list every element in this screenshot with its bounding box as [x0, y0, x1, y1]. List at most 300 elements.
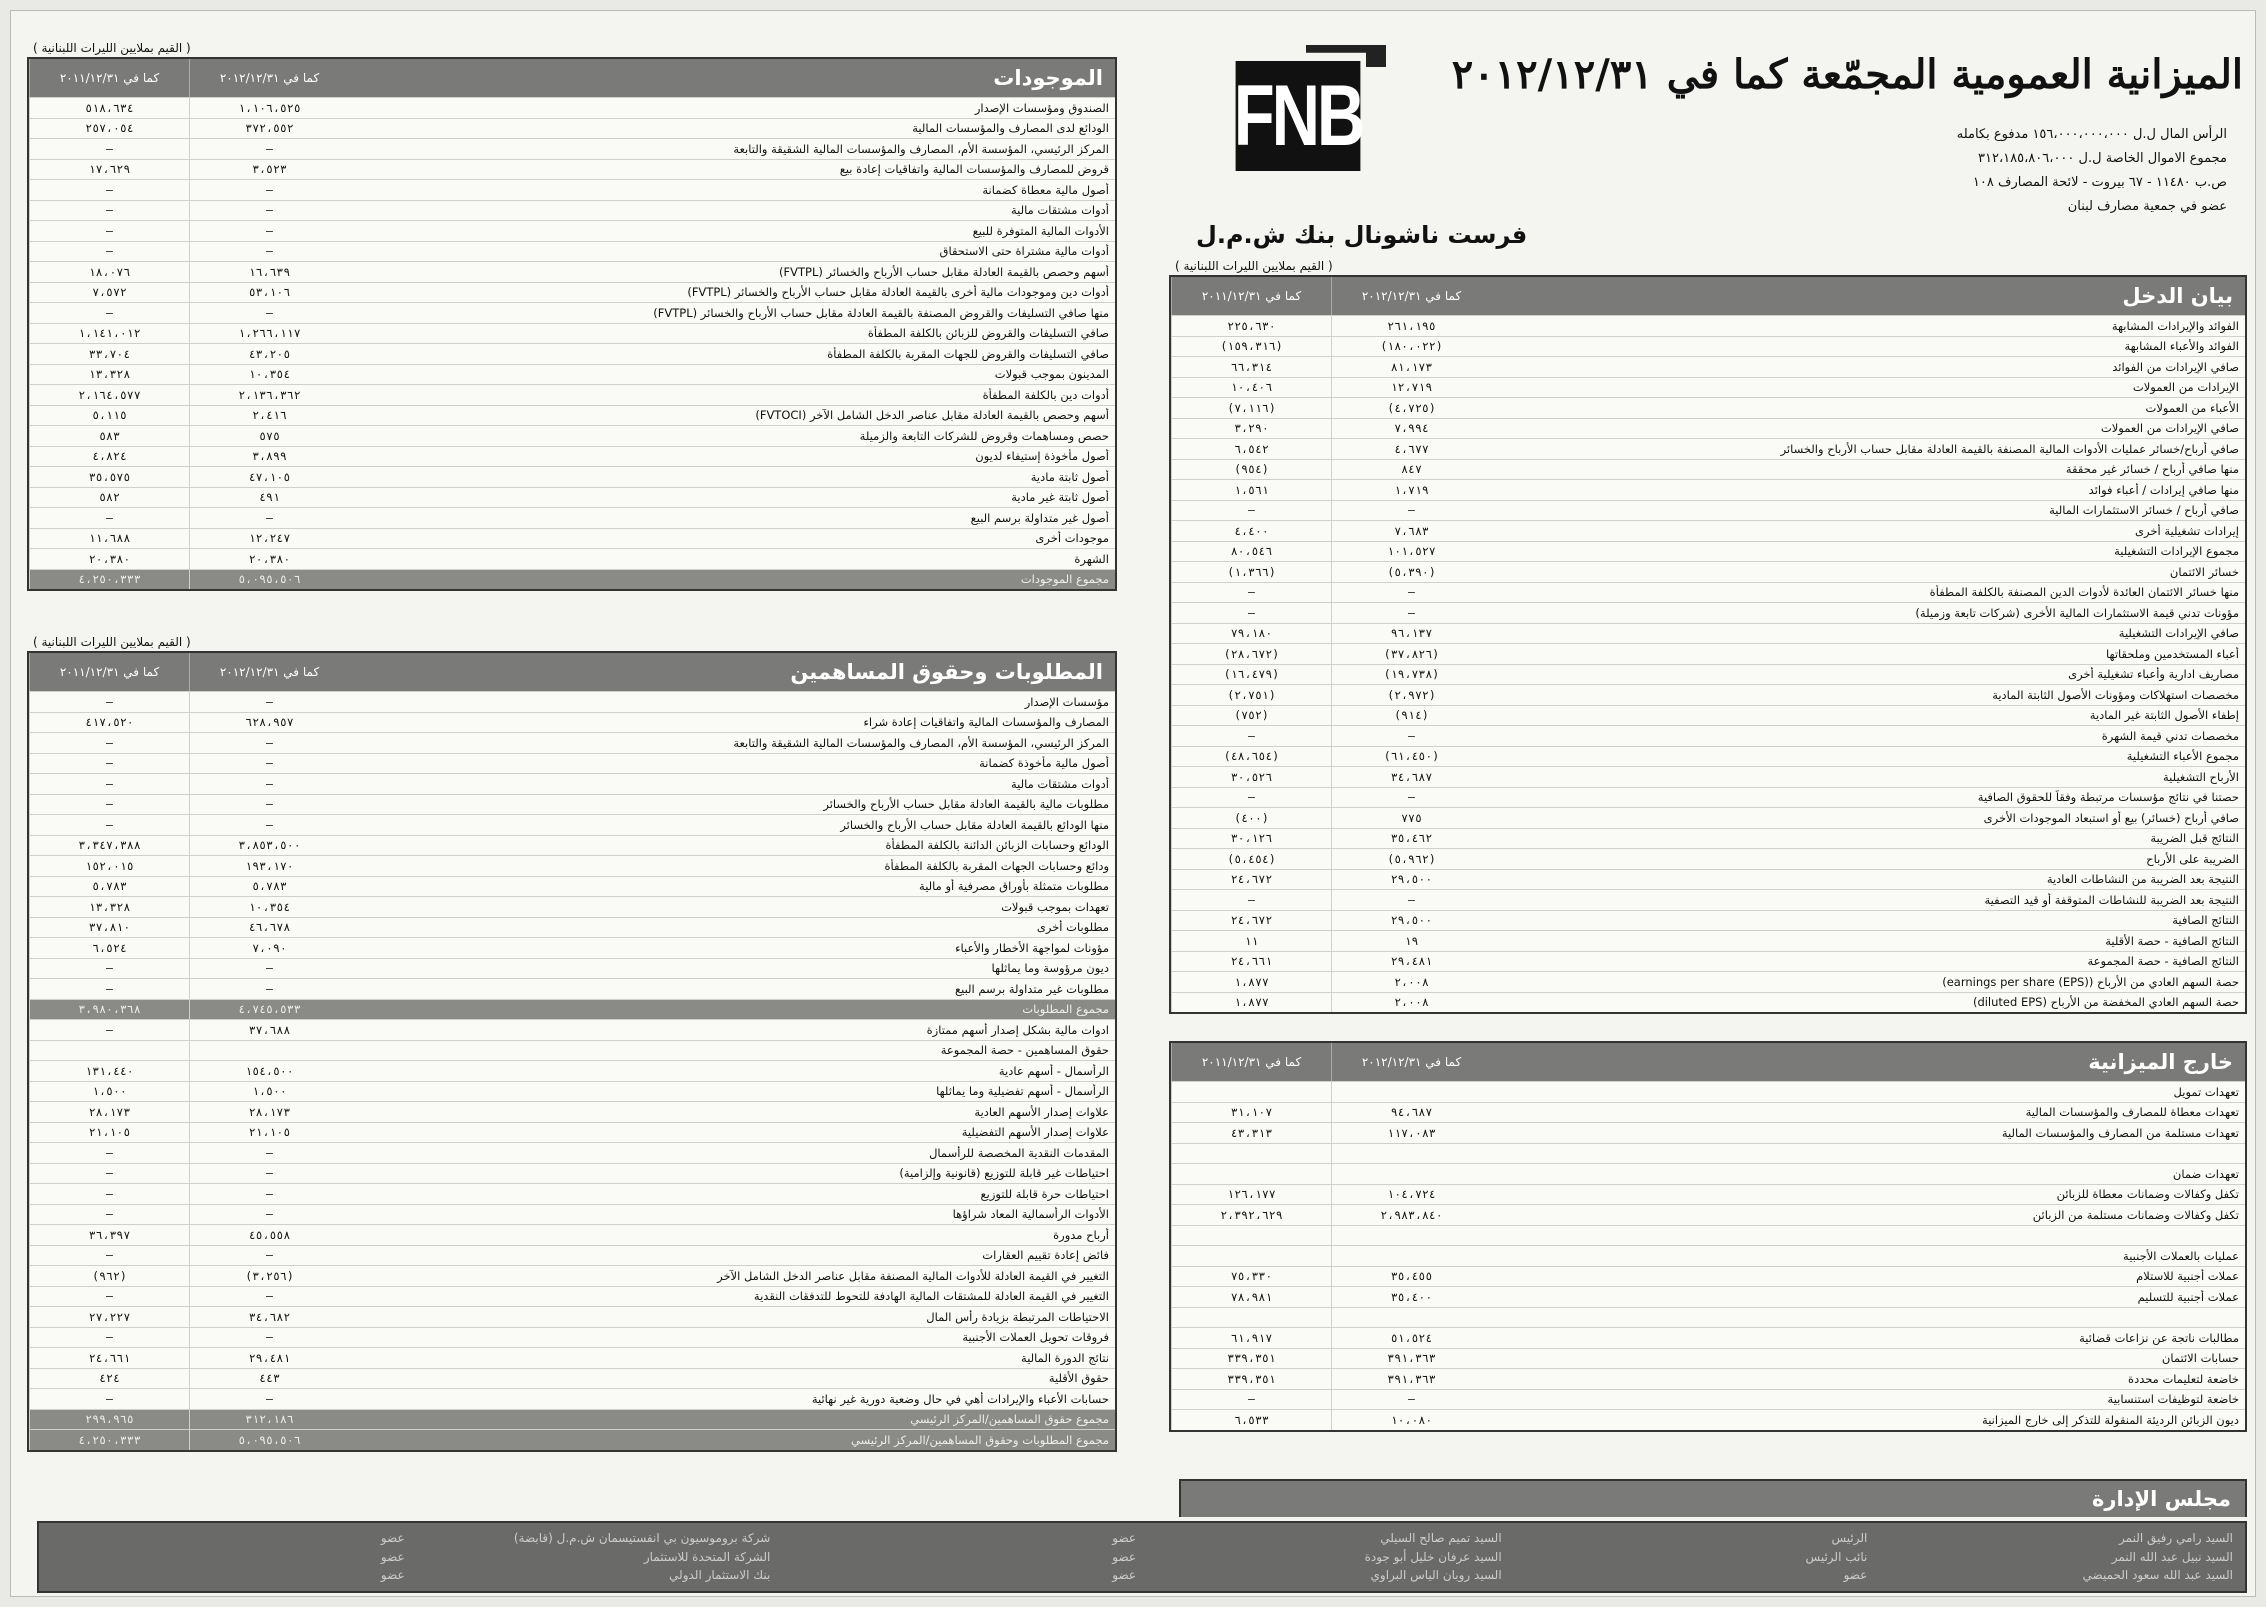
row-label: خاضعة لتوظيفات استنسابية	[2107, 1392, 2239, 1407]
total-row	[29, 1409, 1115, 1430]
row-label: منها الودائع بالقيمة العادلة مقابل حساب الأرباح والخسائر	[840, 817, 1109, 832]
value-2012: ١٩	[1331, 931, 1491, 951]
section-title: خارج الميزانية	[2088, 1050, 2233, 1074]
value-2011: —	[1171, 1390, 1331, 1410]
value-2012: ٥٧٥	[189, 426, 349, 446]
value-2011: —	[29, 180, 189, 200]
value-2011: ٤٢٤	[29, 1369, 189, 1389]
table-row	[29, 466, 1115, 487]
row-label: حسابات الائتمان	[2161, 1351, 2239, 1366]
value-2012: ٣،٨٩٩	[189, 447, 349, 467]
row-label: ديون الزبائن الرديئة المنقولة للتذكر إلى خارج الميزانية	[1982, 1412, 2239, 1427]
board-member: السيد عبد الله سعود الحميضي	[2082, 1568, 2233, 1583]
row-label: إيرادات تشغيلية أخرى	[2135, 523, 2239, 538]
value-2011: ٦،٥٢٤	[29, 938, 189, 958]
value-2011: (٢،٧٥١)	[1171, 685, 1331, 705]
value-2012	[189, 1041, 349, 1061]
row-label: صافي التسليفات والقروض للجهات المقربة بالكلفة المطفأة	[827, 346, 1109, 361]
value-2012: —	[1331, 583, 1491, 603]
row-label: مجموع الموجودات	[1020, 572, 1109, 587]
row-label: أدوات مالية مشتراة حتى الاستحقاق	[939, 244, 1109, 259]
value-2012	[1331, 1226, 1491, 1246]
value-2011: ٢٥٧،٠٥٤	[29, 119, 189, 139]
table-row	[1171, 438, 2245, 459]
table-row	[29, 773, 1115, 794]
row-label: مخصصات استهلاكات ومؤونات الأصول الثابتة المادية	[1992, 687, 2239, 702]
row-label: صافي أرباح/خسائر عمليات الأدوات المالية المصنفة بالقيمة العادلة مقابل حساب الأرباح والخسائر	[1780, 441, 2239, 456]
total-row	[29, 999, 1115, 1020]
value-2012: —	[189, 1328, 349, 1348]
value-2012: ٣١٢،١٨٦	[189, 1410, 349, 1430]
value-2012: ١،٢٦٦،١١٧	[189, 324, 349, 344]
equity-line: مجموع الاموال الخاصة ل.ل ٣١٢،١٨٥،٨٠٦،٠٠٠	[1978, 151, 2227, 166]
value-2012: —	[189, 815, 349, 835]
value-2012: (٥،٣٩٠)	[1331, 562, 1491, 582]
income-table	[1169, 275, 2247, 1014]
value-2011: —	[29, 221, 189, 241]
row-label: منها صافي إيرادات / أعباء فوائد	[2088, 482, 2239, 497]
col-2011-header: كما في ٢٠١١/١٢/٣١	[1171, 1043, 1331, 1081]
row-label: مطلوبات أخرى	[1036, 920, 1109, 935]
value-2012: —	[189, 1143, 349, 1163]
table-row	[1171, 930, 2245, 951]
table-row	[29, 1286, 1115, 1307]
row-label: مجموع الإيرادات التشغيلية	[2114, 544, 2239, 559]
capital-line: الرأس المال ل.ل ١٥٦،٠٠٠،٠٠٠،٠٠٠ مدفوع بكامله	[1956, 127, 2227, 142]
row-label: مجموع المطلوبات وحقوق المساهمين/المركز الرئيسي	[850, 1432, 1109, 1447]
value-2012: ٥٣،١٠٦	[189, 283, 349, 303]
row-label: تعهدات معطاة للمصارف والمؤسسات المالية	[2025, 1105, 2239, 1120]
col-2012-header: كما في ٢٠١٢/١٢/٣١	[1331, 1043, 1491, 1081]
income-section	[1169, 257, 2247, 1014]
row-label: الرأسمال - أسهم عادية	[998, 1063, 1109, 1078]
row-label: إطفاء الأصول الثابتة غير المادية	[2089, 708, 2239, 723]
table-row	[1171, 1143, 2245, 1164]
board-member: عضو	[1112, 1568, 1137, 1583]
value-2011: ١١،٦٨٨	[29, 529, 189, 549]
value-2011: —	[1171, 726, 1331, 746]
row-label: عملات أجنبية للاستلام	[2136, 1269, 2239, 1284]
value-2012: ٣٤،٦٨٧	[1331, 767, 1491, 787]
row-label: الودائع لدى المصارف والمؤسسات المالية	[912, 121, 1109, 136]
value-2011: ٣،٢٩٠	[1171, 419, 1331, 439]
value-2011	[1171, 1308, 1331, 1328]
row-label: حسابات الأعباء والإيرادات أهي في حال وضعية دورية غير نهائية	[811, 1391, 1109, 1406]
value-2011: ٥٨٢	[29, 488, 189, 508]
value-2012: —	[189, 242, 349, 262]
value-2012: (١٨٠،٠٢٢)	[1331, 337, 1491, 357]
table-row	[29, 384, 1115, 405]
row-label: منها صافي التسليفات والقروض المصنفة بالقيمة العادلة مقابل حساب الأرباح والخسائر (FVTPL)	[653, 305, 1109, 320]
table-row	[29, 241, 1115, 262]
table-row	[1171, 1327, 2245, 1348]
value-2012: ١،٧١٩	[1331, 480, 1491, 500]
table-row	[29, 138, 1115, 159]
row-label: صافي التسليفات والقروض للزبائن بالكلفة المطفأة	[867, 326, 1109, 341]
value-2011: —	[29, 1246, 189, 1266]
fnb-logo: FNB	[1236, 61, 1361, 171]
board-member: عضو	[380, 1531, 405, 1545]
value-2011: (١،٣٦٦)	[1171, 562, 1331, 582]
value-2011: ٢،١٦٤،٥٧٧	[29, 385, 189, 405]
table-row	[29, 179, 1115, 200]
row-label: حقوق الأقلية	[1048, 1371, 1109, 1386]
row-label: حصص ومساهمات وقروض للشركات التابعة والزميلة	[859, 428, 1109, 443]
value-2012: ٩٦،١٣٧	[1331, 624, 1491, 644]
value-2012: —	[189, 1246, 349, 1266]
value-2012: ٢٩،٥٠٠	[1331, 870, 1491, 890]
membership-line: عضو في جمعية مصارف لبنان	[2067, 199, 2227, 214]
board-member: عضو	[1843, 1568, 1868, 1583]
table-row	[29, 1388, 1115, 1409]
value-2011: (٥،٤٥٤)	[1171, 849, 1331, 869]
value-2011: ٧،٥٧٢	[29, 283, 189, 303]
value-2011: ٦،٥٣٣	[1171, 1410, 1331, 1430]
total-row	[29, 569, 1115, 590]
value-2011: ٧٥،٣٣٠	[1171, 1267, 1331, 1287]
table-row	[29, 97, 1115, 118]
value-2011: —	[29, 692, 189, 712]
row-label: التغيير في القيمة العادلة للأدوات المالية المصنفة مقابل عناصر الدخل الشامل الآخر	[717, 1268, 1109, 1283]
table-row	[1171, 356, 2245, 377]
value-2012: —	[1331, 1390, 1491, 1410]
value-2011: ١٣،٣٢٨	[29, 897, 189, 917]
table-row	[1171, 520, 2245, 541]
row-label: أرباح مدورة	[1053, 1227, 1109, 1242]
value-2011: ٣٣٩،٣٥١	[1171, 1369, 1331, 1389]
value-2011	[1171, 1082, 1331, 1102]
row-label: الأدوات الرأسمالية المعاد شراؤها	[952, 1207, 1109, 1222]
board-member: السيد روبان الياس البراوي	[1370, 1568, 1502, 1583]
table-row	[29, 1204, 1115, 1225]
value-2011: —	[29, 1143, 189, 1163]
value-2011: ١،٨٧٧	[1171, 993, 1331, 1013]
address-line: ص.ب ١١٤٨٠ - ٦٧ بيروت - لائحة المصارف ١٠٨	[1972, 175, 2227, 190]
table-row	[29, 958, 1115, 979]
value-2011: ٣،٣٤٧،٣٨٨	[29, 836, 189, 856]
table-row	[29, 1081, 1115, 1102]
value-2011: ٦١،٩١٧	[1171, 1328, 1331, 1348]
row-label: أصول ثابتة غير مادية	[1011, 490, 1109, 505]
row-label: المركز الرئيسي، المؤسسة الأم، المصارف والمؤسسات المالية الشقيقة والتابعة	[733, 735, 1109, 750]
row-label: الأرباح التشغيلية	[2163, 769, 2239, 784]
table-row	[29, 1327, 1115, 1348]
row-label: أعباء المستخدمين وملحقاتها	[2106, 646, 2239, 661]
row-label: أصول مالية مأخوذة كضمانة	[979, 756, 1109, 771]
table-row	[1171, 766, 2245, 787]
board-heading: مجلس الإدارة	[1179, 1479, 2247, 1517]
table-row	[29, 1163, 1115, 1184]
row-label: تعهدات بموجب قبولات	[1001, 899, 1109, 914]
page	[10, 10, 2256, 1597]
value-2012: —	[189, 733, 349, 753]
value-2012: —	[189, 139, 349, 159]
value-2011: —	[29, 1328, 189, 1348]
value-2012: (٢،٩٧٢)	[1331, 685, 1491, 705]
row-label: صافي الإيرادات التشغيلية	[2118, 626, 2239, 641]
value-2011: ٥،٧٨٣	[29, 877, 189, 897]
value-2012: ١٠،٠٨٠	[1331, 1410, 1491, 1430]
value-2011: (٢٨،٦٧٢)	[1171, 644, 1331, 664]
value-2011: —	[1171, 583, 1331, 603]
table-row	[29, 855, 1115, 876]
table-row	[29, 1040, 1115, 1061]
table-row	[1171, 1245, 2245, 1266]
table-row	[1171, 479, 2245, 500]
value-2011: (٧،١١٦)	[1171, 398, 1331, 418]
table-row	[29, 876, 1115, 897]
board-member: بنك الاستثمار الدولي	[669, 1568, 771, 1583]
row-label: الفوائد والأعباء المشابهة	[2124, 339, 2239, 354]
table-row	[29, 814, 1115, 835]
value-2011: —	[29, 1020, 189, 1040]
value-2011: ٢٤،٦٧٢	[1171, 870, 1331, 890]
table-row	[29, 405, 1115, 426]
value-2012	[1331, 1246, 1491, 1266]
table-row	[29, 1183, 1115, 1204]
table-row	[29, 487, 1115, 508]
value-2011: ١،٥٠٠	[29, 1082, 189, 1102]
value-2012	[1331, 1144, 1491, 1164]
row-label: مجموع حقوق المساهمين/المركز الرئيسي	[910, 1412, 1109, 1427]
table-row	[29, 118, 1115, 139]
table-row	[29, 1060, 1115, 1081]
value-2011: ٥،١١٥	[29, 406, 189, 426]
value-2011: —	[29, 754, 189, 774]
row-label: مؤونات تدني قيمة الاستثمارات المالية الأخرى (شركات تابعة وزميلة)	[1915, 605, 2239, 620]
value-2012: —	[189, 1164, 349, 1184]
table-row	[1171, 1286, 2245, 1307]
value-2012: ٥،٧٨٣	[189, 877, 349, 897]
value-2011: ٦٦،٣١٤	[1171, 357, 1331, 377]
table-row	[1171, 951, 2245, 972]
row-label: النتائج الصافية - حصة الأقلية	[2105, 933, 2239, 948]
row-label: تعهدات مستلمة من المصارف والمؤسسات المالية	[2001, 1125, 2239, 1140]
table-row	[1171, 848, 2245, 869]
assets-table	[27, 57, 1117, 591]
table-header	[29, 59, 1115, 97]
assets-section	[27, 39, 1117, 591]
table-row	[1171, 582, 2245, 603]
row-label: أدوات مشتقات مالية	[1010, 203, 1109, 218]
table-row	[1171, 459, 2245, 480]
value-2012: —	[189, 180, 349, 200]
value-2012: —	[189, 1287, 349, 1307]
value-2011: —	[29, 1389, 189, 1409]
value-2011: —	[29, 795, 189, 815]
header-info	[1957, 123, 2227, 219]
table-row	[1171, 1266, 2245, 1287]
currency-note: ( القيم بملايين الليرات اللبنانية )	[33, 635, 191, 649]
table-row	[29, 835, 1115, 856]
table-row	[29, 1019, 1115, 1040]
row-label: مجموع المطلوبات	[1022, 1002, 1109, 1017]
value-2012: —	[189, 795, 349, 815]
value-2011: ٤،٢٥٠،٣٣٣	[29, 1430, 189, 1450]
table-row	[29, 917, 1115, 938]
value-2012: ٤٩١	[189, 488, 349, 508]
value-2011: ١٠،٤٠٦	[1171, 378, 1331, 398]
value-2012: (٣،٢٥٦)	[189, 1266, 349, 1286]
value-2012: —	[189, 1389, 349, 1409]
value-2012: ٥،٠٩٥،٥٠٦	[189, 570, 349, 590]
value-2011: ٣٣٩،٣٥١	[1171, 1349, 1331, 1369]
value-2011: —	[1171, 788, 1331, 808]
col-2012-header: كما في ٢٠١٢/١٢/٣١	[189, 59, 349, 97]
row-label: أصول مأخوذة إستيفاء لديون	[975, 449, 1109, 464]
table-row	[29, 528, 1115, 549]
value-2011: ١٢٦،١٧٧	[1171, 1185, 1331, 1205]
value-2012: (٥،٩٦٢)	[1331, 849, 1491, 869]
board-member: السيد تميم صالح السيلي	[1380, 1531, 1502, 1545]
liabilities-section	[27, 633, 1117, 1452]
value-2012: ١٢،٢٤٧	[189, 529, 349, 549]
board-member: السيد عرفان خليل أبو جودة	[1364, 1549, 1502, 1564]
value-2012: ٣،٥٢٣	[189, 160, 349, 180]
value-2012	[1331, 1308, 1491, 1328]
value-2012: ٣٩١،٣٦٣	[1331, 1369, 1491, 1389]
row-label: احتياطات غير قابلة للتوزيع (قانونية وإلزامية)	[899, 1166, 1109, 1181]
value-2012: ٢٨،١٧٣	[189, 1102, 349, 1122]
table-row	[29, 507, 1115, 528]
value-2012: ١٥٤،٥٠٠	[189, 1061, 349, 1081]
value-2011: (٩٦٢)	[29, 1266, 189, 1286]
value-2011: ٤٣،٣١٣	[1171, 1123, 1331, 1143]
value-2012: ٣٤،٦٨٢	[189, 1307, 349, 1327]
bank-name-arabic: فرست ناشونال بنك ش.م.ل	[1196, 221, 1528, 249]
value-2012: ٦٢٨،٩٥٧	[189, 713, 349, 733]
value-2011: ٢٠،٣٨٠	[29, 549, 189, 569]
section-title: المطلوبات وحقوق المساهمين	[790, 660, 1103, 684]
value-2011: —	[29, 242, 189, 262]
table-row	[1171, 336, 2245, 357]
table-row	[1171, 541, 2245, 562]
value-2011: ٣٦،٣٩٧	[29, 1225, 189, 1245]
value-2012: ١،١٠٦،٥٢٥	[189, 98, 349, 118]
board-of-directors	[37, 1521, 2247, 1593]
value-2011: —	[1171, 890, 1331, 910]
value-2012: ١٦،٦٣٩	[189, 262, 349, 282]
row-label: صافي أرباح / خسائر الاستثمارات المالية	[2049, 503, 2239, 518]
table-row	[1171, 828, 2245, 849]
value-2011: —	[29, 1287, 189, 1307]
value-2011: —	[29, 774, 189, 794]
table-row	[29, 1122, 1115, 1143]
value-2011: ٧٩،١٨٠	[1171, 624, 1331, 644]
table-row	[1171, 725, 2245, 746]
offbalance-section	[1169, 1041, 2247, 1432]
table-row	[29, 282, 1115, 303]
value-2011	[1171, 1144, 1331, 1164]
value-2011: ٢٤،٦٦١	[1171, 952, 1331, 972]
row-label: نتائج الدورة المالية	[1021, 1350, 1109, 1365]
value-2012: —	[189, 692, 349, 712]
value-2011: (١٥٩،٣١٦)	[1171, 337, 1331, 357]
table-row	[1171, 1409, 2245, 1430]
board-member: الشركة المتحدة للاستثمار	[643, 1549, 771, 1564]
table-row	[1171, 315, 2245, 336]
table-row	[1171, 787, 2245, 808]
value-2012: —	[189, 1205, 349, 1225]
value-2011: (٤٨،٦٥٤)	[1171, 747, 1331, 767]
table-header	[29, 653, 1115, 691]
value-2011: ٢،٣٩٢،٦٢٩	[1171, 1205, 1331, 1225]
value-2011: ٣٠،٥٢٦	[1171, 767, 1331, 787]
value-2012: ١٠١،٥٢٧	[1331, 542, 1491, 562]
row-label: تعهدات تمويل	[2173, 1084, 2239, 1099]
table-row	[1171, 1389, 2245, 1410]
table-row	[1171, 1348, 2245, 1369]
table-row	[1171, 1163, 2245, 1184]
value-2012: ٩٤،٦٨٧	[1331, 1103, 1491, 1123]
row-label: أسهم وحصص بالقيمة العادلة مقابل حساب الأرباح والخسائر (FVTPL)	[779, 264, 1109, 279]
value-2012: ٤،٧٤٥،٥٣٣	[189, 1000, 349, 1020]
row-label: حصة السهم العادي المخفضة من الأرباح (diluted EPS)	[1972, 995, 2239, 1010]
row-label: علاوات إصدار الأسهم التفضيلية	[961, 1125, 1109, 1140]
value-2012: ٤٣،٢٠٥	[189, 344, 349, 364]
value-2012: ٥،٠٩٥،٥٠٦	[189, 1430, 349, 1450]
row-label: النتيجة بعد الضريبة للنشاطات المتوقفة أو قيد التصفية	[1984, 892, 2239, 907]
value-2011: —	[29, 959, 189, 979]
table-row	[1171, 1102, 2245, 1123]
table-row	[1171, 602, 2245, 623]
table-row	[1171, 1225, 2245, 1246]
value-2012: ٣٧،٦٨٨	[189, 1020, 349, 1040]
row-label: المركز الرئيسي، المؤسسة الأم، المصارف والمؤسسات المالية الشقيقة والتابعة	[733, 141, 1109, 156]
row-label: الأعباء من العمولات	[2145, 400, 2239, 415]
table-row	[29, 220, 1115, 241]
value-2011: ١٥٢،٠١٥	[29, 856, 189, 876]
row-label: صافي أرباح (خسائر) بيع أو استبعاد الموجودات الأخرى	[1983, 810, 2239, 825]
value-2012: —	[1331, 726, 1491, 746]
value-2012	[1331, 1164, 1491, 1184]
value-2011: ١٣١،٤٤٠	[29, 1061, 189, 1081]
value-2011: ٢٩٩،٩٦٥	[29, 1410, 189, 1430]
table-row	[1171, 377, 2245, 398]
row-label: النتائج قبل الضريبة	[2150, 831, 2239, 846]
row-label: حصتنا في نتائج مؤسسات مرتبطة وفقاً للحقوق الصافية	[1977, 790, 2239, 805]
value-2012: ٧،٩٩٤	[1331, 419, 1491, 439]
value-2011: ٥١٨،٦٣٤	[29, 98, 189, 118]
value-2011: ٢٤،٦٧٢	[1171, 911, 1331, 931]
table-row	[1171, 643, 2245, 664]
col-2012-header: كما في ٢٠١٢/١٢/٣١	[1331, 277, 1491, 315]
row-label: الإيرادات من العمولات	[2132, 380, 2239, 395]
row-label: فائض إعادة تقييم العقارات	[982, 1248, 1109, 1263]
value-2012: ٥١،٥٢٤	[1331, 1328, 1491, 1348]
table-row	[29, 1101, 1115, 1122]
value-2011: (٤٠٠)	[1171, 808, 1331, 828]
table-row	[29, 323, 1115, 344]
value-2012: —	[189, 221, 349, 241]
table-row	[1171, 1184, 2245, 1205]
value-2011: ١،١٤١،٠١٢	[29, 324, 189, 344]
value-2012: ٣٩١،٣٦٣	[1331, 1349, 1491, 1369]
value-2012: ٤٤٣	[189, 1369, 349, 1389]
value-2011	[1171, 1246, 1331, 1266]
value-2012: ٢٩،٥٠٠	[1331, 911, 1491, 931]
row-label: مطالبات ناتجة عن نزاعات قضائية	[2079, 1330, 2239, 1345]
board-member: الرئيس	[1831, 1531, 1868, 1545]
row-label: مخصصات تدني قيمة الشهرة	[2101, 728, 2239, 743]
table-row	[1171, 889, 2245, 910]
row-label: حقوق المساهمين - حصة المجموعة	[940, 1043, 1109, 1058]
table-row	[29, 1347, 1115, 1368]
value-2011: ٤١٧،٥٢٠	[29, 713, 189, 733]
table-row	[29, 1368, 1115, 1389]
table-row	[1171, 500, 2245, 521]
value-2011: ٢٨،١٧٣	[29, 1102, 189, 1122]
